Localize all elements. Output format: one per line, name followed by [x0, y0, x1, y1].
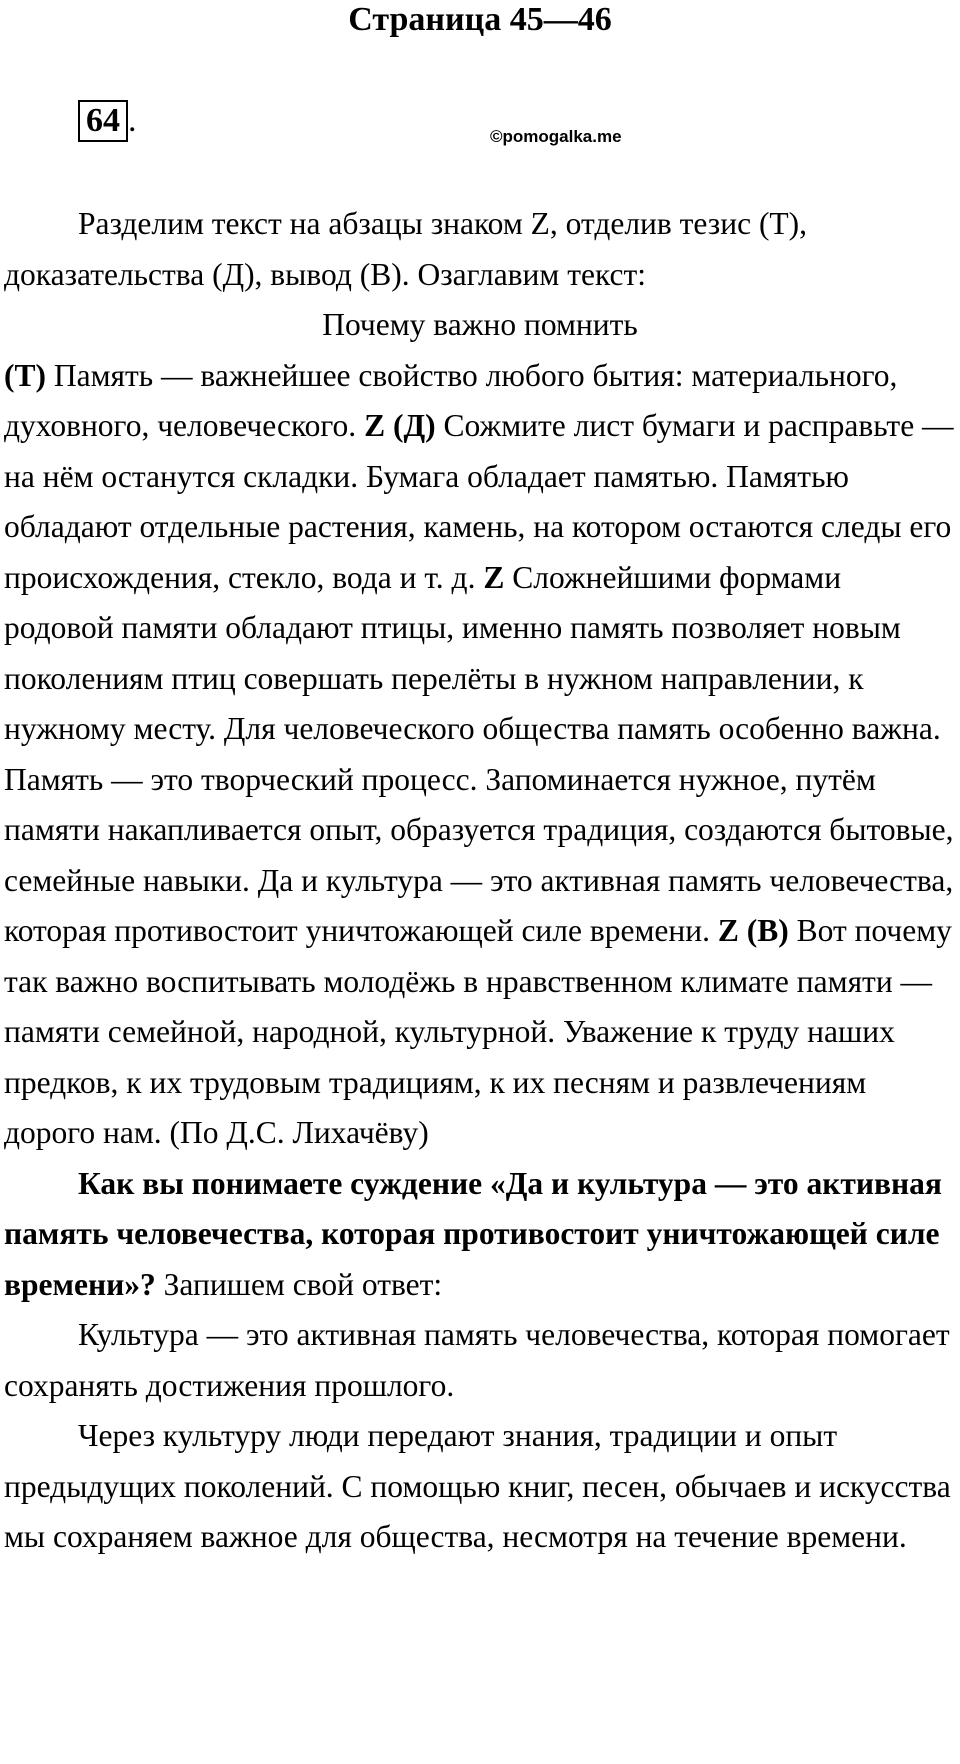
task-number	[78, 100, 137, 142]
watermark: ©pomogalka.me	[490, 127, 622, 146]
question-text: Как вы понимаете суждение «Да и культура — это активная память человечества, которая противостоит уничтожающей силе времени»?	[4, 1165, 942, 1302]
source-text-paragraph	[4, 351, 956, 1159]
proof-text-2: Сложнейшими формами родовой памяти обладают птицы, именно память позволяет новым поколениям птиц совершать перелёты в нужном направлении, к нужному месту. Для человеческого общества память особенно важна. Память — это творческий процесс. Запоминается нужное, путём памяти накапливается опыт, образуется традиция, создаются бытовые, семейные навыки. Да и культура — это активная память человечества, которая противостоит уничтожающей силе времени.	[4, 559, 954, 948]
separator-marker: Z	[483, 559, 505, 595]
answer-paragraph-1: Культура — это активная память человечества, которая помогает сохранять достижения прошлого.	[4, 1317, 950, 1403]
document-content	[4, 199, 956, 1563]
page-title: Страница 45—46	[348, 1, 612, 38]
thesis-marker: (Т)	[4, 357, 46, 393]
thesis-text: Память — важнейшее свойство любого бытия: материального, духовного, человеческого.	[4, 357, 898, 443]
text-title: Почему важно помнить	[322, 307, 638, 342]
task-number-dot: .	[128, 102, 137, 139]
conclusion-text: Вот почему так важно воспитывать молодёжь в нравственном климате памяти — памяти семейной, народной, культурной. Уважение к труду наших предков, к их трудовым традициям, к их песням и развлечениям дорого нам. (По Д.С. Лихачёву)	[4, 913, 952, 1150]
proof-marker: Z (Д)	[364, 408, 436, 443]
proof-text-1: Сожмите лист бумаги и расправьте — на нём останутся складки. Бумага обладает памятью. Памятью обладают отдельные растения, камень, на котором остаются следы его происхождения, стекло, вода и т. д.	[4, 408, 954, 595]
question-paragraph	[4, 1159, 956, 1311]
answer-paragraph-2: Через культуру люди передают знания, традиции и опыт предыдущих поколений. С помощью книг, песен, обычаев и искусства мы сохраняем важное для общества, несмотря на течение времени.	[4, 1418, 951, 1554]
intro-paragraph: Разделим текст на абзацы знаком Z, отделив тезис (Т), доказательства (Д), вывод (В). Озаглавим текст:	[4, 206, 808, 292]
question-suffix: Запишем свой ответ:	[163, 1266, 443, 1302]
conclusion-marker: Z (В)	[717, 913, 789, 948]
task-number-box: 64	[78, 100, 128, 142]
